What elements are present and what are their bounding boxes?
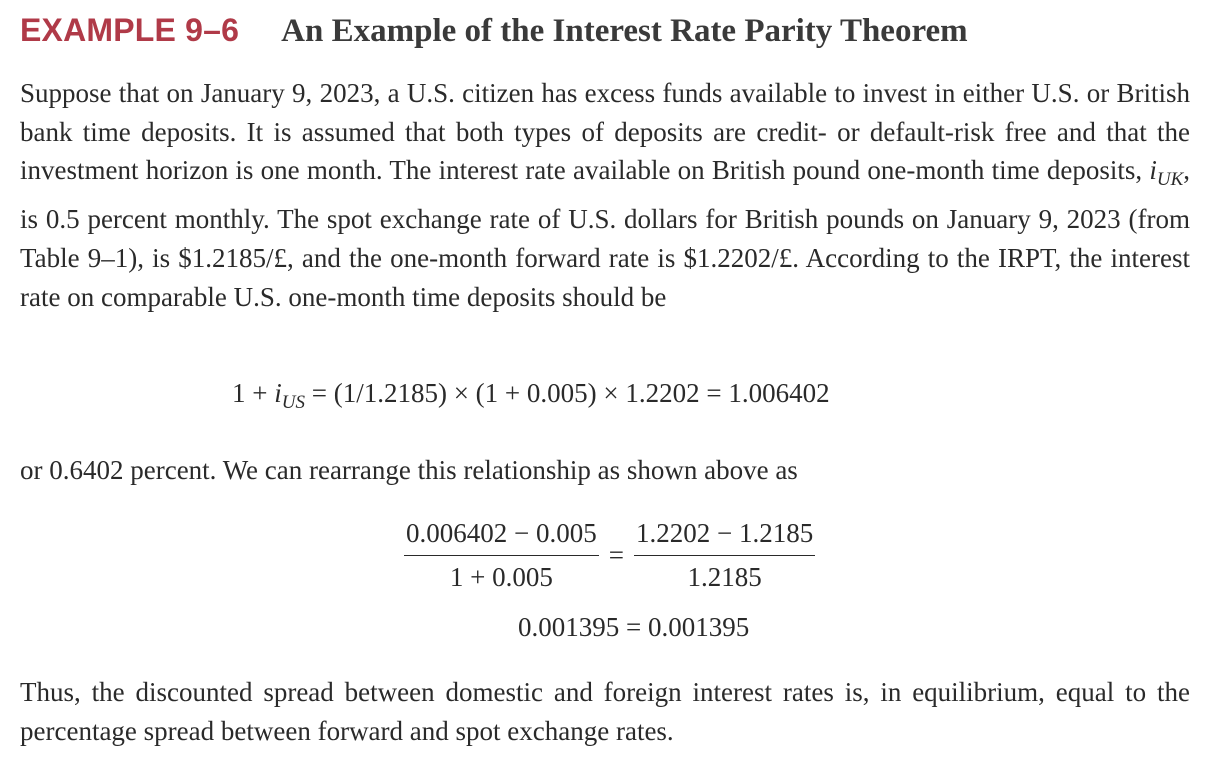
equation-fraction bbox=[404, 518, 815, 593]
example-heading bbox=[20, 12, 968, 50]
paragraph-intro bbox=[20, 74, 1190, 316]
right-numerator: 1.2202 − 1.2185 bbox=[634, 518, 815, 556]
example-label: EXAMPLE 9–6 bbox=[20, 12, 240, 48]
left-denominator: 1 + 0.005 bbox=[449, 562, 553, 592]
variable-subscript-us: US bbox=[281, 392, 305, 413]
right-fraction bbox=[634, 518, 815, 593]
left-numerator: 0.006402 − 0.005 bbox=[404, 518, 599, 556]
variable-subscript-uk: UK bbox=[1156, 169, 1184, 191]
example-title: An Example of the Interest Rate Parity Theorem bbox=[281, 13, 968, 49]
equation-prefix: 1 + bbox=[232, 378, 275, 408]
right-denominator: 1.2185 bbox=[687, 562, 762, 592]
paragraph-rearrange: or 0.6402 percent. We can rearrange this relationship as shown above as bbox=[20, 455, 798, 485]
left-fraction bbox=[404, 518, 599, 593]
variable-i: i bbox=[274, 378, 282, 408]
intro-text-end: , is 0.5 percent monthly. The spot exchange rate of U.S. dollars for British pounds on January 9, 2023 (from Table 9–1), is $1.2185/£, and the one-month forward rate is $1.2202/£. According to the IRPT, the interest rate on comparable U.S. one-month time deposits should be bbox=[20, 155, 1190, 312]
variable-i: i bbox=[1149, 155, 1157, 186]
equals-sign: = bbox=[608, 540, 624, 570]
equation-us-rate bbox=[232, 378, 830, 414]
paragraph-conclusion: Thus, the discounted spread between domestic and foreign interest rates is, in equilibrium, equal to the percentage spread between forward and spot exchange rates. bbox=[20, 677, 1190, 746]
equation-rest: = (1/1.2185) × (1 + 0.005) × 1.2202 = 1.006402 bbox=[304, 378, 830, 408]
equation-result: 0.001395 = 0.001395 bbox=[518, 612, 750, 642]
intro-text-start: Suppose that on January 9, 2023, a U.S. citizen has excess funds available to invest in either U.S. or British bank time deposits. It is assumed that both types of deposits are credit- or default-risk free and that the investment horizon is one month. The interest rate available on British pound one-month time deposits, bbox=[20, 78, 1190, 186]
